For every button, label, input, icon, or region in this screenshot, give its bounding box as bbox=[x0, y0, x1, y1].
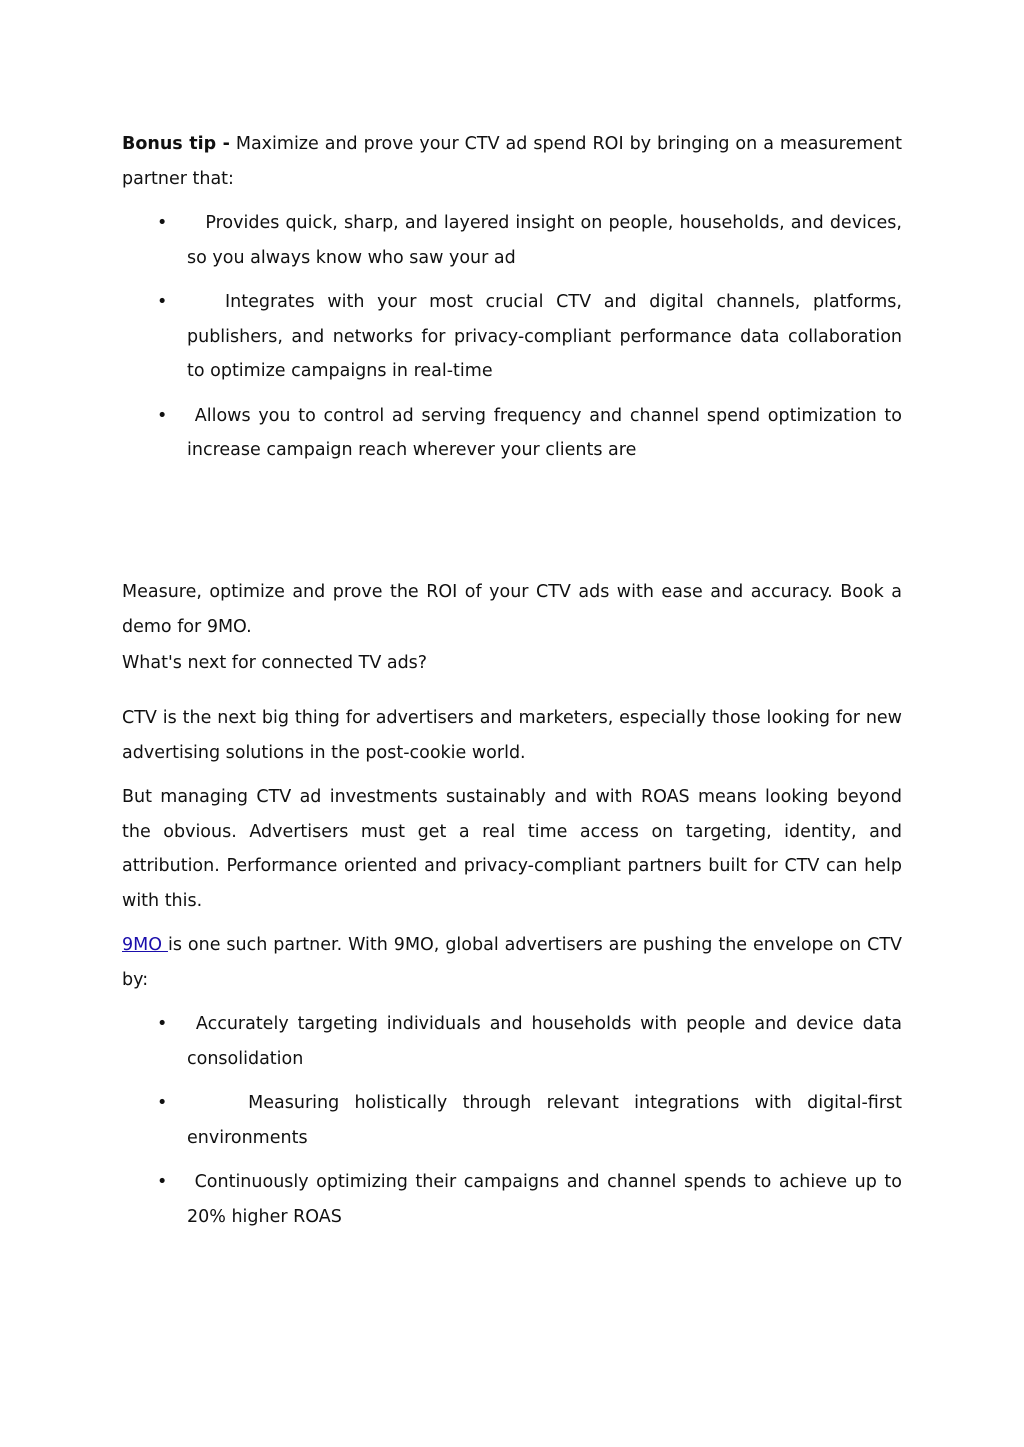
bullet-icon: • bbox=[157, 1014, 168, 1034]
9mo-link[interactable]: 9MO bbox=[122, 935, 168, 955]
paragraph-managing: But managing CTV ad investments sustainably and with ROAS means looking beyond the obvious. Advertisers must get a real time access on targeting, identity, and attribution. Performance oriented and privacy-compliant partners built for CTV can help with this. bbox=[122, 787, 902, 911]
bonus-tip-text: Maximize and prove your CTV ad spend ROI by bringing on a measurement partner that: bbox=[122, 134, 902, 189]
list-item: • Integrates with your most crucial CTV and digital channels, platforms, publishers, and networks for privacy-compliant performance data collaboration to optimize campaigns in real-time bbox=[122, 285, 902, 389]
list-item: • Continuously optimizing their campaigns and channel spends to achieve up to 20% higher ROAS bbox=[122, 1165, 902, 1234]
cta-paragraph: Measure, optimize and prove the ROI of your CTV ads with ease and accuracy. Book a demo for 9MO. bbox=[122, 582, 902, 637]
bullet-icon: • bbox=[157, 1172, 168, 1192]
section-heading: What's next for connected TV ads? bbox=[122, 653, 428, 673]
list-item: • Measuring holistically through relevant integrations with digital-first environments bbox=[122, 1086, 902, 1155]
list-item: • Accurately targeting individuals and households with people and device data consolidation bbox=[122, 1007, 902, 1076]
bullet-icon: • bbox=[157, 1093, 168, 1113]
bonus-tip-paragraph bbox=[122, 127, 902, 196]
list-item: • Allows you to control ad serving frequency and channel spend optimization to increase campaign reach wherever your clients are bbox=[122, 399, 902, 468]
bullet-icon: • bbox=[157, 292, 168, 312]
bullet-icon: • bbox=[157, 213, 168, 233]
paragraph-ctv-next: CTV is the next big thing for advertisers and marketers, especially those looking for new advertising solutions in the post-cookie world. bbox=[122, 708, 902, 763]
bullet-icon: • bbox=[157, 405, 168, 426]
paragraph-partner bbox=[122, 928, 902, 997]
bonus-bullet-list bbox=[122, 206, 908, 478]
bonus-tip-label: Bonus tip - bbox=[122, 134, 230, 154]
partner-text: is one such partner. With 9MO, global advertisers are pushing the envelope on CTV by: bbox=[122, 935, 902, 990]
list-item: • Provides quick, sharp, and layered insight on people, households, and devices, so you always know who saw your ad bbox=[122, 206, 902, 275]
ctv-bullet-list bbox=[122, 1007, 908, 1244]
